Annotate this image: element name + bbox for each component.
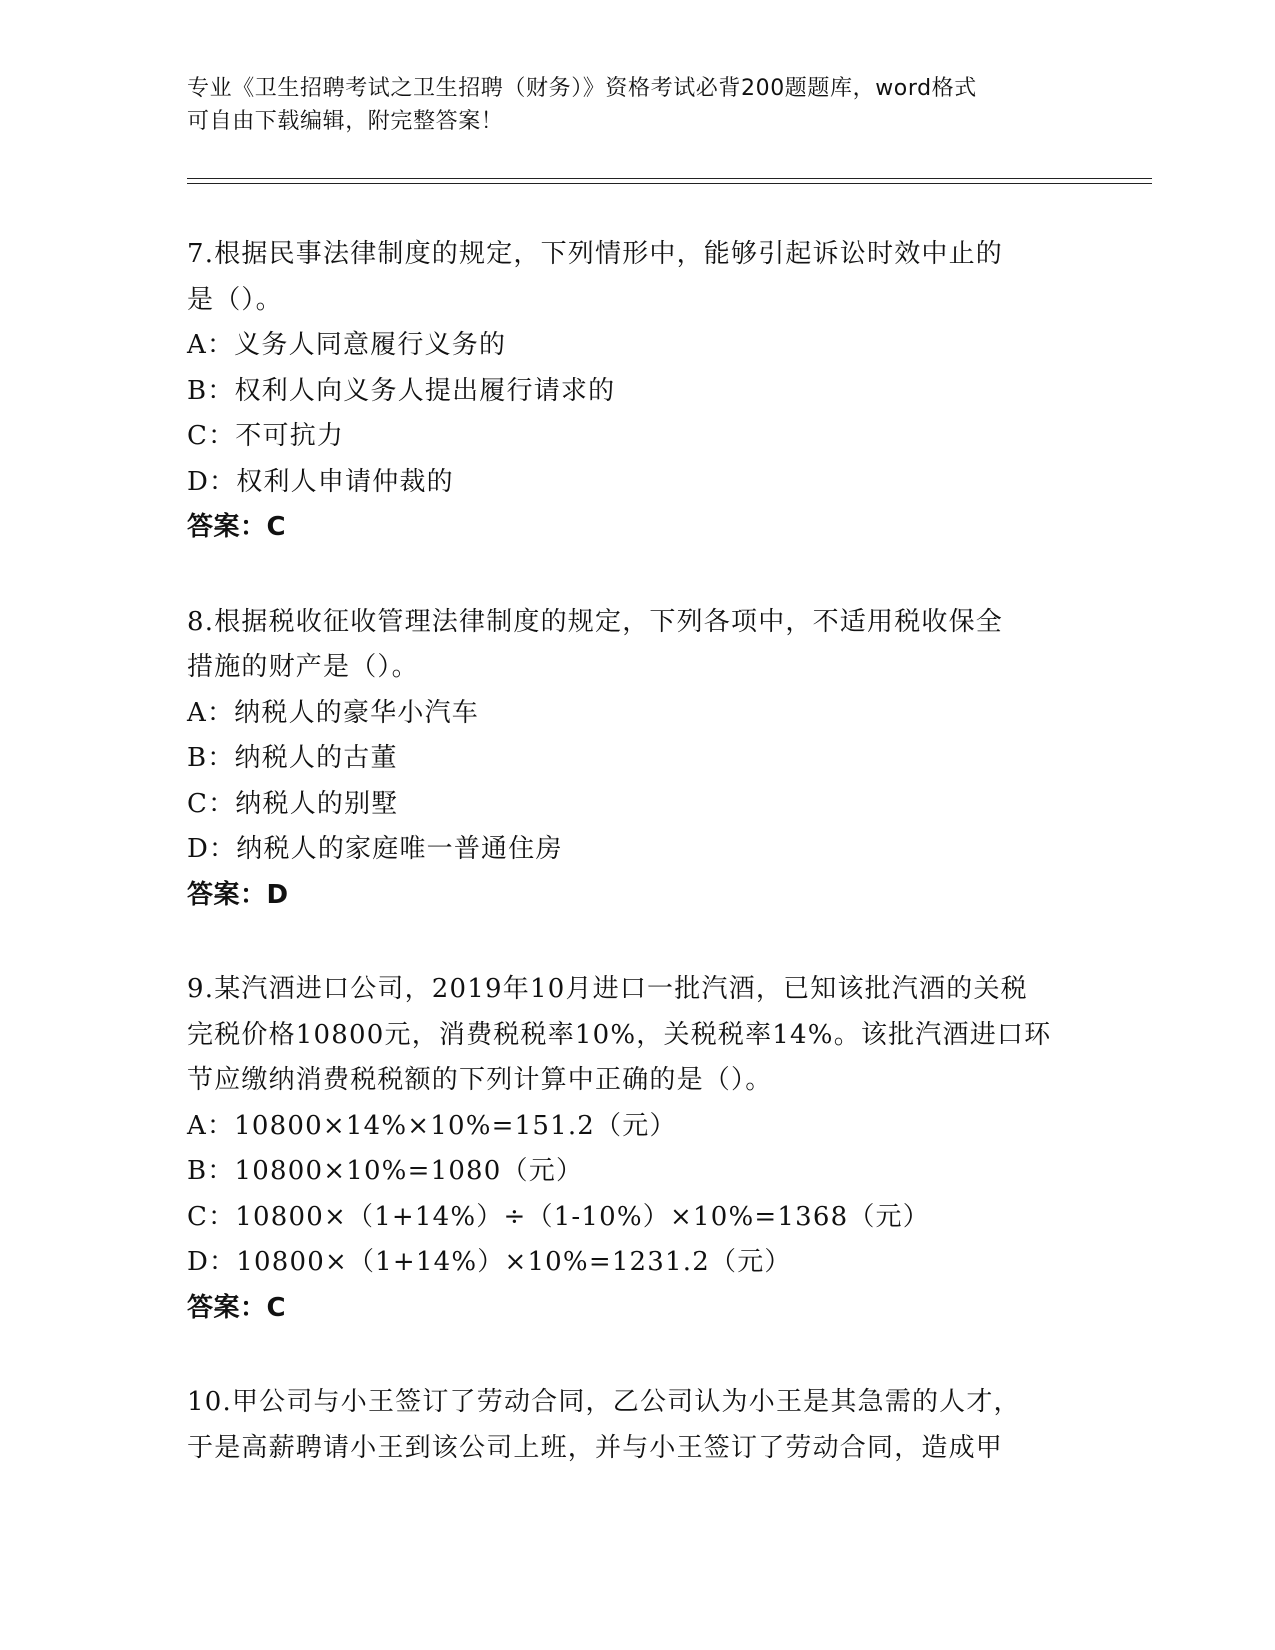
option-c: C：10800×（1+14%）÷（1-10%）×10%=1368（元） <box>187 1201 930 1232</box>
option-b: B：权利人向义务人提出履行请求的 <box>187 375 616 406</box>
option-d: D：10800×（1+14%）×10%=1231.2（元） <box>187 1247 792 1277</box>
header-divider-top <box>187 178 1152 179</box>
question-stem: 措施的财产是（）。 <box>187 652 419 682</box>
header-divider-bottom <box>187 183 1152 184</box>
option-d: D：纳税人的家庭唯一普通住房 <box>187 834 563 864</box>
question-stem: 9.某汽酒进口公司，2019年10月进口一批汽酒，已知该批汽酒的关税 <box>187 974 1028 1004</box>
option-a: A：10800×14%×10%=151.2（元） <box>187 1110 677 1141</box>
question-stem: 10.甲公司与小王签订了劳动合同，乙公司认为小王是其急需的人才， <box>187 1387 1021 1417</box>
header-line-2: 可自由下载编辑，附完整答案！ <box>187 109 504 134</box>
question-stem: 完税价格10800元，消费税税率10%，关税税率14%。该批汽酒进口环 <box>187 1019 1052 1050</box>
answer-line: 答案：D <box>187 879 289 910</box>
question-stem: 7.根据民事法律制度的规定，下列情形中，能够引起诉讼时效中止的 <box>187 239 1004 269</box>
answer-line: 答案：C <box>187 512 287 542</box>
option-a: A：义务人同意履行义务的 <box>187 330 507 360</box>
option-c: C：不可抗力 <box>187 421 345 451</box>
question-stem: 于是高薪聘请小王到该公司上班，并与小王签订了劳动合同，造成甲 <box>187 1432 1004 1463</box>
answer-line: 答案：C <box>187 1292 287 1323</box>
option-a: A：纳税人的豪华小汽车 <box>187 697 479 728</box>
question-stem: 是（）。 <box>187 284 283 315</box>
document-header <box>187 72 1067 138</box>
option-c: C：纳税人的别墅 <box>187 788 399 819</box>
header-line-1: 专业《卫生招聘考试之卫生招聘（财务）》资格考试必背200题题库，word格式 <box>187 76 977 101</box>
option-b: B：10800×10%=1080（元） <box>187 1156 584 1186</box>
question-stem: 节应缴纳消费税税额的下列计算中正确的是（）。 <box>187 1065 773 1095</box>
question-stem: 8.根据税收征收管理法律制度的规定，下列各项中，不适用税收保全 <box>187 606 1004 637</box>
question-block <box>187 232 1087 551</box>
option-d: D：权利人申请仲裁的 <box>187 466 454 497</box>
question-block <box>187 967 1087 1331</box>
option-b: B：纳税人的古董 <box>187 743 398 773</box>
question-block <box>187 1380 1087 1471</box>
question-list <box>187 232 1087 1520</box>
question-block <box>187 600 1087 919</box>
